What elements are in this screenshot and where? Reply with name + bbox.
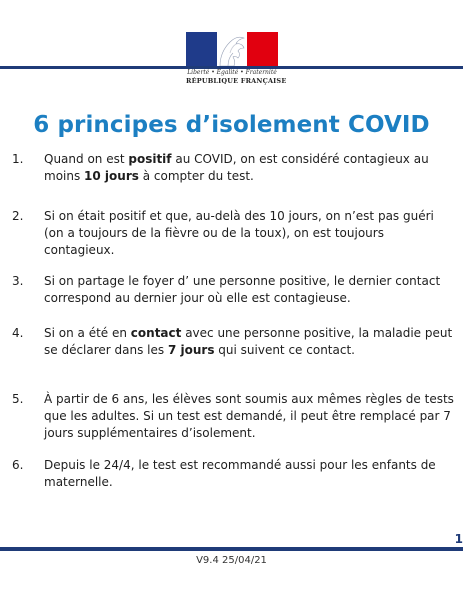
item-text: À partir de 6 ans, les élèves sont soumis aux mêmes règles de tests que les adultes. Si un test est demandé, il peut être remplacé par 7 jours supplémentaires d’isolement.: [44, 392, 454, 440]
item-text: Si on a été en contact avec une personne positive, la maladie peut se déclarer dans les 7 jours qui suivent ce contact.: [44, 326, 453, 357]
motto: Liberté • Égalité • Fraternité: [187, 69, 277, 76]
republic-name: RÉPUBLIQUE FRANÇAISE: [186, 77, 287, 85]
item-text: Si on partage le foyer d’ une personne positive, le dernier contact correspond au dernier jour où elle est contagieuse.: [44, 274, 441, 305]
item-text: Quand on est positif au COVID, on est considéré contagieux au moins 10 jours à compter du test.: [44, 152, 429, 183]
marianne-icon: [206, 32, 258, 66]
item-number: 2.: [12, 209, 24, 223]
item-text: Si on était positif et que, au-delà des 10 jours, on n’est pas guéri (on a toujours de la fièvre ou de la toux), on est toujours contagieux.: [44, 209, 434, 257]
republique-francaise-logo: [186, 32, 287, 85]
page-number: 1: [454, 532, 463, 546]
bottom-rule: [0, 547, 463, 551]
flag-icon: [186, 32, 278, 66]
item-number: 6.: [12, 458, 24, 472]
item-text: Depuis le 24/4, le test est recommandé aussi pour les enfants de maternelle.: [44, 458, 436, 489]
item-number: 5.: [12, 392, 24, 406]
page-title: 6 principes d’isolement COVID: [33, 112, 430, 138]
item-number: 1.: [12, 152, 24, 166]
version-label: V9.4 25/04/21: [196, 555, 267, 566]
item-number: 3.: [12, 274, 24, 288]
item-number: 4.: [12, 326, 24, 340]
